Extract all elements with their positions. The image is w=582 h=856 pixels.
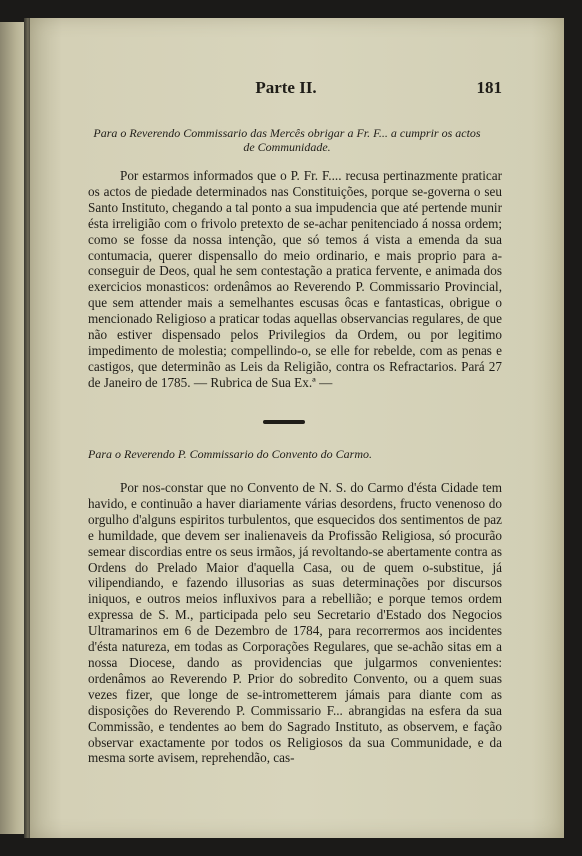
running-title: Parte II.	[255, 78, 317, 97]
section-title: Para o Reverendo Commissario das Mercês obrigar a Fr. F... a cumprir os actos de Communidade.	[93, 126, 481, 154]
page-number: 181	[476, 78, 502, 97]
page-header	[70, 78, 502, 104]
section-title: Para o Reverendo P. Commissario do Convento do Carmo.	[88, 447, 372, 461]
section-body: Por estarmos informados que o P. Fr. F.... recusa pertinazmente praticar os actos de piedade determinados nas Constituições, porque se-governa o seu Santo Instituto, chegando a tal ponto a sua impudencia que até pertende munir ésta irreligião com o frivolo pretexto de se-achar penitenciado á nossa ordem; como se fosse da nossa intenção, que só temos á vista a emenda da sua contumacia, querer dispensallo do meio ordinario, e mais proprio para a-conseguir de Deos, qual he sem contestação a pratica fervente, e animada dos exercicios monasticos: ordenâmos ao Reverendo P. Commissario Provincial, que sem attender mais a semelhantes escusas ôcas e fantasticas, obrigue o mencionado Religioso a praticar todas aquellas observancias regulares, de que não estiver dispensado pelos Privilegios da Ordem, ou por legitimo impedimento de molestia; compellindo-o, se elle for rebelde, com as penas e castigos, que determinão as Leis da Religião, contra os Refractarios. Pará 27 de Janeiro de 1785. — Rubrica de Sua Ex.ª —	[88, 168, 502, 390]
book-page	[30, 18, 564, 838]
section-body: Por nos-constar que no Convento de N. S. do Carmo d'ésta Cidade tem havido, e continuão a haver diariamente várias desordens, fructo venenoso do orgulho d'alguns espiritos turbulentos, que esquecidos dos sentimentos de paz e humildade, que devem ser inalienaveis da Profissão Religiosa, só procurão semear discordias entre os seus irmãos, já revoltando-se abertamente contra as Ordens do Prelado Maior d'aquella Casa, ou de quem o-substitue, já vilipendiando, e fazendo illusorias as suas determinações por discursos iniquos, e outros meios influxivos para a rebellião; e porque temos ordem expressa de S. M., participada pelo seu Secretario d'Estado dos Negocios Ultramarinos em 6 de Dezembro de 1784, para recorrermos aos incidentes d'ésta natureza, em todas as Corporações Regulares, que se-achão sitas em a nossa Diocese, dando as providencias que julgarmos convenientes: ordenâmos ao Reverendo P. Prior do sobredito Convento, ou a quem suas vezes fizer, que longe de se-intrometterem jámais para diante com as disposições do Reverendo P. Commissario F... abrangidas na esfera da sua Commissão, e tendentes ao bem do Sagrado Instituto, as observem, e fação observar exactamente por todos os Religiosos da sua Communidade, e da mesma sorte avisem, reprehendão, cas-	[88, 480, 502, 766]
section-divider-rule	[263, 420, 305, 424]
